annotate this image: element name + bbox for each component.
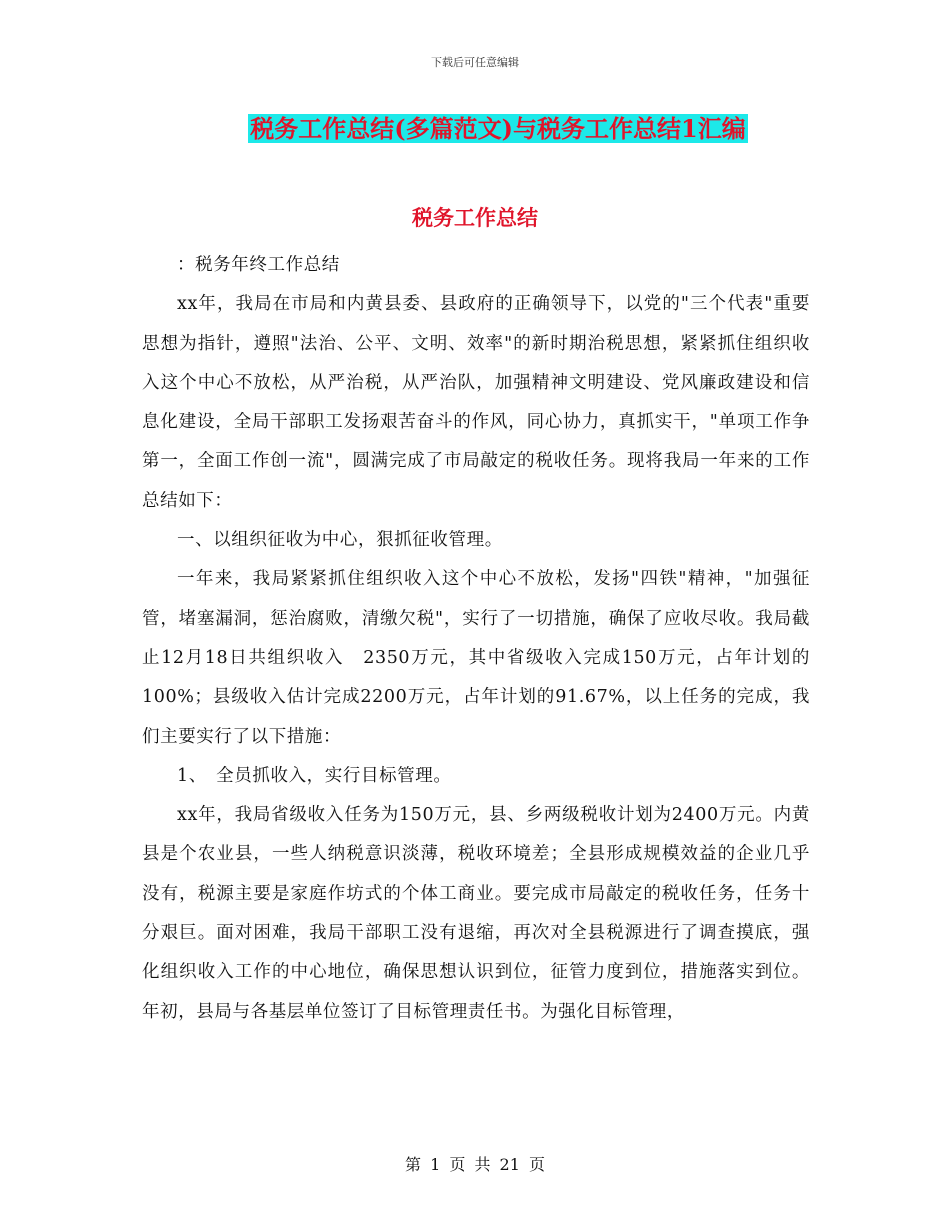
main-title-text: 税务工作总结(多篇范文)与税务工作总结1汇编 — [250, 114, 746, 143]
paragraph-revenue: 一年来，我局紧紧抓住组织收入这个中心不放松，发扬"四铁"精神，"加强征管，堵塞漏洞，惩治腐败，清缴欠税"，实行了一切措施，确保了应收尽收。我局截止12月18日共组织收入 2350万元，其中省级收入完成150万元，占年计划的100%；县级收入估计完成2200万元，占年计划的91.67%，以上任务的完成，我们主要实行了以下措施： — [142, 569, 810, 747]
paragraph-heading-1: 一、以组织征收为中心，狠抓征收管理。 — [177, 530, 503, 551]
section-title: 税务工作总结 — [412, 205, 538, 230]
paragraph-target-management: xx年，我局省级收入任务为150万元，县、乡两级税收计划为2400万元。内黄县是个农业县，一些人纳税意识淡薄，税收环境差；全县形成规模效益的企业几乎没有，税源主要是家庭作坊式的个体工商业。要完成市局敲定的税收任务，任务十分艰巨。面对困难，我局干部职工没有退缩，再次对全县税源进行了调查摸底，强化组织收入工作的中心地位，确保思想认识到位，征管力度到位，措施落实到位。年初，县局与各基层单位签订了目标管理责任书。为强化目标管理， — [142, 805, 810, 1022]
paragraph-item-1: 1、 全员抓收入，实行目标管理。 — [177, 765, 452, 786]
paragraph-subtitle: ：税务年终工作总结 — [177, 255, 340, 275]
paragraph-intro: xx年，我局在市局和内黄县委、县政府的正确领导下，以党的"三个代表"重要思想为指针，遵照"法治、公平、文明、效率"的新时期治税思想，紧紧抓住组织收入这个中心不放松，从严治税，从严治队，加强精神文明建设、党风廉政建设和信息化建设，全局干部职工发扬艰苦奋斗的作风，同心协力，真抓实干，"单项工作争第一，全面工作创一流"，圆满完成了市局敲定的税收任务。现将我局一年来的工作总结如下： — [142, 294, 810, 511]
document-main-title — [0, 112, 950, 146]
document-body — [142, 246, 810, 1032]
page-number-footer: 第 1 页 共 21 页 — [405, 1155, 545, 1174]
header-note: 下载后可任意编辑 — [431, 56, 519, 69]
